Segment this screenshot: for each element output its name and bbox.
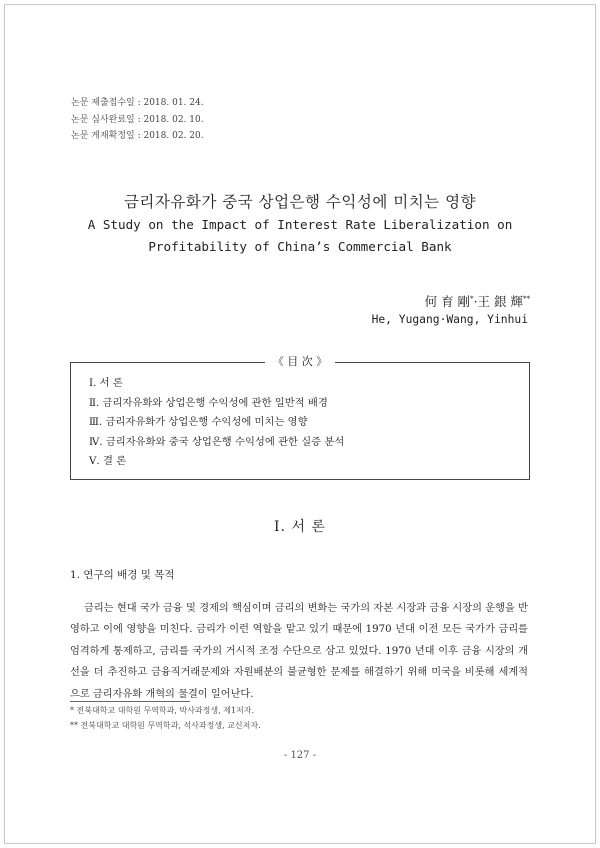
subsection-title: 1. 연구의 배경 및 목적 [70, 569, 175, 581]
toc-item: Ⅲ. 금리자유화가 상업은행 수익성에 미치는 영향 [89, 416, 308, 428]
footnote-author1: * 전북대학교 대학원 무역학과, 박사과정생, 제1저자. [70, 706, 254, 715]
authors-hanja [425, 292, 530, 310]
paper-title-korean: 금리자유화가 중국 상업은행 수익성에 미치는 영향 [123, 193, 477, 211]
authors-english: He, Yugang·Wang, Yinhui [371, 313, 528, 326]
footnote-author2: ** 전북대학교 대학원 무역학과, 석사과정생, 교신저자. [70, 720, 261, 730]
author2-name: 王 銀 輝 [477, 294, 523, 309]
toc-item: Ⅱ. 금리자유화와 상업은행 수익성에 관한 일반적 배경 [89, 396, 328, 409]
toc-item: Ⅰ. 서 론 [89, 377, 123, 389]
toc-heading: 《 目 次 》 [0, 353, 600, 369]
author1-name: 何 育 剛 [424, 294, 471, 309]
date-accepted: 논문 게재확정일 : 2018. 02. 20. [71, 131, 204, 141]
footnotes [70, 704, 261, 733]
toc-list [89, 374, 344, 472]
author2-footnote-mark: ** [523, 294, 530, 303]
footnote-divider [70, 701, 190, 702]
page-number: - 127 - [283, 750, 317, 761]
paper-title-english: A Study on the Impact of Interest Rate Liberalization on Profitability of China’s Commercial Bank [87, 217, 513, 254]
body-paragraph: 금리는 현대 국가 금융 및 경제의 핵심이며 금리의 변화는 국가의 자본 시장과 금융 시장의 운행을 반영하고 이에 영향을 미친다. 금리가 이런 역할을 맡고 있기 때문에 1970 년대 이전 모든 국가가 금리를 엄격하게 통제하고, 금리를 국가의 거시적 조정 수단으로 삼고 있었다. 1970 년대 이후 금융 시장의 개선을 더 추진하고 금융직거래문제와 자원배분의 불균형한 문제를 해결하기 위해 미국을 비롯해 세계적으로 금리자유화 개혁의 물결이 일어난다. [70, 603, 528, 700]
toc-item: Ⅴ. 결 론 [89, 455, 127, 467]
toc-item: Ⅳ. 금리자유화와 중국 상업은행 수익성에 관한 실증 분석 [89, 435, 345, 448]
section-title: Ⅰ. 서 론 [274, 519, 326, 535]
submission-dates [71, 95, 204, 145]
author-separator: · [473, 294, 478, 309]
date-submitted: 논문 제출접수일 : 2018. 01. 24. [71, 98, 204, 108]
date-reviewed: 논문 심사완료일 : 2018. 02. 10. [71, 114, 204, 125]
author1-footnote-mark: * [470, 294, 474, 303]
